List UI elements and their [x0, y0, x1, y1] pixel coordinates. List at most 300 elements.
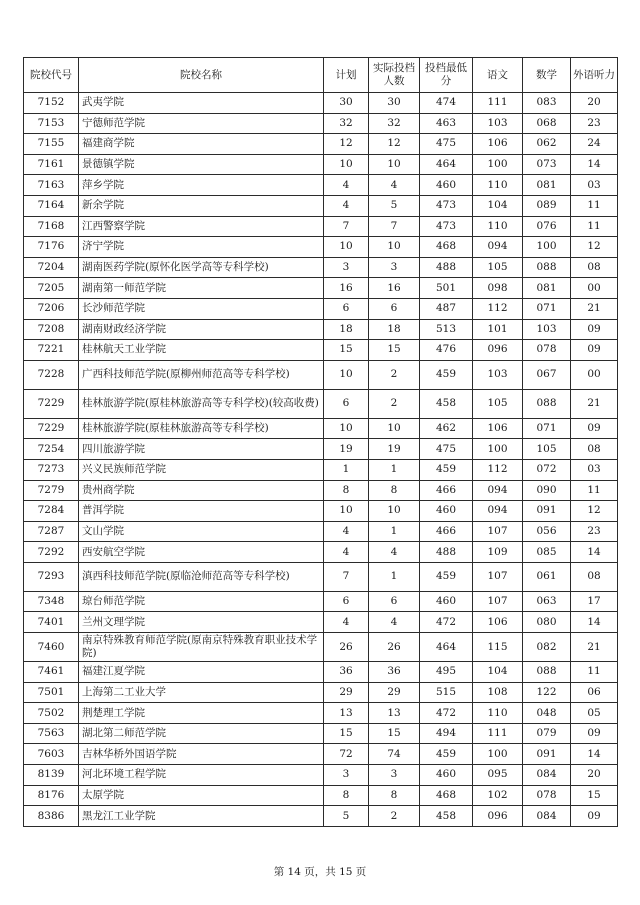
- cell-listening: 08: [571, 439, 618, 460]
- cell-chinese: 106: [473, 418, 523, 439]
- cell-chinese: 096: [473, 340, 523, 361]
- cell-chinese: 100: [473, 439, 523, 460]
- cell-code: 7287: [24, 521, 79, 542]
- cell-chinese: 096: [473, 806, 523, 827]
- cell-math: 078: [523, 340, 571, 361]
- cell-plan: 7: [324, 216, 369, 237]
- cell-actual: 74: [369, 744, 420, 765]
- cell-chinese: 101: [473, 319, 523, 340]
- cell-code: 7221: [24, 340, 79, 361]
- cell-code: 7461: [24, 662, 79, 683]
- cell-code: 7204: [24, 257, 79, 278]
- table-row: [24, 360, 618, 389]
- cell-min-score: 488: [420, 542, 473, 563]
- cell-min-score: 473: [420, 195, 473, 216]
- cell-plan: 3: [324, 765, 369, 786]
- cell-actual: 6: [369, 591, 420, 612]
- cell-chinese: 110: [473, 175, 523, 196]
- cell-code: 7152: [24, 93, 79, 114]
- cell-chinese: 095: [473, 765, 523, 786]
- cell-plan: 26: [324, 633, 369, 662]
- cell-plan: 16: [324, 278, 369, 299]
- cell-code: 7229: [24, 418, 79, 439]
- cell-code: 7284: [24, 501, 79, 522]
- header-listening: 外语听力: [571, 58, 618, 93]
- cell-chinese: 103: [473, 360, 523, 389]
- admission-table-sheet: [23, 57, 617, 827]
- cell-code: 7348: [24, 591, 79, 612]
- cell-name: 文山学院: [79, 521, 324, 542]
- cell-actual: 10: [369, 418, 420, 439]
- cell-min-score: 487: [420, 298, 473, 319]
- cell-math: 061: [523, 562, 571, 591]
- cell-name: 西安航空学院: [79, 542, 324, 563]
- cell-min-score: 459: [420, 744, 473, 765]
- cell-math: 085: [523, 542, 571, 563]
- table-row: [24, 278, 618, 299]
- table-body: [24, 93, 618, 827]
- table-row: [24, 134, 618, 155]
- cell-chinese: 110: [473, 216, 523, 237]
- cell-name: 景德镇学院: [79, 154, 324, 175]
- cell-actual: 1: [369, 562, 420, 591]
- cell-listening: 06: [571, 682, 618, 703]
- table-row: [24, 703, 618, 724]
- cell-actual: 12: [369, 134, 420, 155]
- admission-table: [23, 57, 618, 827]
- table-row: [24, 439, 618, 460]
- cell-plan: 72: [324, 744, 369, 765]
- table-row: [24, 154, 618, 175]
- cell-actual: 3: [369, 257, 420, 278]
- cell-math: 084: [523, 806, 571, 827]
- cell-math: 063: [523, 591, 571, 612]
- cell-plan: 10: [324, 360, 369, 389]
- cell-min-score: 474: [420, 93, 473, 114]
- cell-name: 荆楚理工学院: [79, 703, 324, 724]
- cell-chinese: 108: [473, 682, 523, 703]
- table-row: [24, 319, 618, 340]
- cell-listening: 12: [571, 237, 618, 258]
- cell-min-score: 473: [420, 216, 473, 237]
- table-row: [24, 521, 618, 542]
- cell-actual: 29: [369, 682, 420, 703]
- cell-chinese: 105: [473, 389, 523, 418]
- cell-name: 湖北第二师范学院: [79, 723, 324, 744]
- cell-name: 桂林航天工业学院: [79, 340, 324, 361]
- cell-name: 福建商学院: [79, 134, 324, 155]
- cell-listening: 00: [571, 360, 618, 389]
- cell-plan: 7: [324, 562, 369, 591]
- cell-actual: 6: [369, 298, 420, 319]
- cell-min-score: 462: [420, 418, 473, 439]
- cell-plan: 32: [324, 113, 369, 134]
- cell-name: 四川旅游学院: [79, 439, 324, 460]
- cell-min-score: 460: [420, 175, 473, 196]
- cell-code: 7153: [24, 113, 79, 134]
- cell-math: 088: [523, 257, 571, 278]
- cell-plan: 19: [324, 439, 369, 460]
- cell-code: 8176: [24, 785, 79, 806]
- cell-listening: 15: [571, 785, 618, 806]
- cell-plan: 1: [324, 459, 369, 480]
- cell-name: 贵州商学院: [79, 480, 324, 501]
- cell-min-score: 464: [420, 633, 473, 662]
- page-footer: 第 14 页，共 15 页: [273, 866, 367, 878]
- cell-math: 079: [523, 723, 571, 744]
- cell-math: 081: [523, 278, 571, 299]
- cell-code: 7279: [24, 480, 79, 501]
- cell-chinese: 104: [473, 195, 523, 216]
- cell-plan: 13: [324, 703, 369, 724]
- cell-chinese: 110: [473, 703, 523, 724]
- cell-actual: 15: [369, 723, 420, 744]
- cell-code: 7229: [24, 389, 79, 418]
- cell-math: 067: [523, 360, 571, 389]
- cell-code: 8139: [24, 765, 79, 786]
- cell-chinese: 098: [473, 278, 523, 299]
- cell-math: 080: [523, 612, 571, 633]
- header-name: 院校名称: [79, 58, 324, 93]
- cell-listening: 09: [571, 418, 618, 439]
- cell-min-score: 459: [420, 562, 473, 591]
- cell-chinese: 112: [473, 298, 523, 319]
- cell-listening: 03: [571, 459, 618, 480]
- cell-actual: 1: [369, 521, 420, 542]
- cell-chinese: 102: [473, 785, 523, 806]
- cell-plan: 5: [324, 806, 369, 827]
- table-row: [24, 113, 618, 134]
- cell-actual: 8: [369, 785, 420, 806]
- cell-chinese: 094: [473, 501, 523, 522]
- cell-listening: 11: [571, 216, 618, 237]
- cell-chinese: 112: [473, 459, 523, 480]
- cell-plan: 6: [324, 389, 369, 418]
- table-row: [24, 298, 618, 319]
- cell-chinese: 115: [473, 633, 523, 662]
- header-actual: 实际投档人数: [369, 58, 420, 93]
- cell-actual: 2: [369, 806, 420, 827]
- table-row: [24, 418, 618, 439]
- cell-code: 7208: [24, 319, 79, 340]
- cell-math: 090: [523, 480, 571, 501]
- table-row: [24, 501, 618, 522]
- cell-min-score: 460: [420, 765, 473, 786]
- cell-min-score: 513: [420, 319, 473, 340]
- table-row: [24, 195, 618, 216]
- cell-min-score: 468: [420, 785, 473, 806]
- table-row: [24, 806, 618, 827]
- table-row: [24, 785, 618, 806]
- cell-actual: 32: [369, 113, 420, 134]
- cell-min-score: 468: [420, 237, 473, 258]
- table-row: [24, 542, 618, 563]
- cell-math: 083: [523, 93, 571, 114]
- cell-name: 济宁学院: [79, 237, 324, 258]
- cell-plan: 30: [324, 93, 369, 114]
- table-row: [24, 459, 618, 480]
- cell-listening: 23: [571, 113, 618, 134]
- table-row: [24, 257, 618, 278]
- cell-actual: 2: [369, 360, 420, 389]
- cell-code: 7401: [24, 612, 79, 633]
- cell-code: 7155: [24, 134, 79, 155]
- cell-chinese: 104: [473, 662, 523, 683]
- cell-math: 100: [523, 237, 571, 258]
- cell-name: 新余学院: [79, 195, 324, 216]
- cell-math: 088: [523, 662, 571, 683]
- cell-name: 兴义民族师范学院: [79, 459, 324, 480]
- cell-listening: 21: [571, 298, 618, 319]
- cell-name: 湖南医药学院(原怀化医学高等专科学校): [79, 257, 324, 278]
- cell-listening: 00: [571, 278, 618, 299]
- cell-min-score: 495: [420, 662, 473, 683]
- cell-listening: 14: [571, 744, 618, 765]
- cell-actual: 15: [369, 340, 420, 361]
- cell-name: 江西警察学院: [79, 216, 324, 237]
- header-chinese: 语文: [473, 58, 523, 93]
- cell-name: 河北环境工程学院: [79, 765, 324, 786]
- cell-plan: 6: [324, 298, 369, 319]
- table-row: [24, 662, 618, 683]
- cell-listening: 21: [571, 633, 618, 662]
- cell-listening: 24: [571, 134, 618, 155]
- cell-code: 7603: [24, 744, 79, 765]
- cell-chinese: 111: [473, 93, 523, 114]
- cell-plan: 8: [324, 480, 369, 501]
- cell-listening: 23: [571, 521, 618, 542]
- cell-min-score: 459: [420, 360, 473, 389]
- cell-actual: 13: [369, 703, 420, 724]
- cell-chinese: 094: [473, 237, 523, 258]
- cell-listening: 11: [571, 480, 618, 501]
- cell-code: 7176: [24, 237, 79, 258]
- cell-plan: 4: [324, 612, 369, 633]
- cell-code: 7293: [24, 562, 79, 591]
- cell-plan: 36: [324, 662, 369, 683]
- cell-actual: 18: [369, 319, 420, 340]
- cell-code: 7228: [24, 360, 79, 389]
- cell-code: 7254: [24, 439, 79, 460]
- cell-actual: 2: [369, 389, 420, 418]
- cell-min-score: 475: [420, 134, 473, 155]
- cell-actual: 26: [369, 633, 420, 662]
- cell-listening: 09: [571, 340, 618, 361]
- cell-math: 084: [523, 765, 571, 786]
- cell-code: 7460: [24, 633, 79, 662]
- cell-min-score: 458: [420, 389, 473, 418]
- cell-code: 7161: [24, 154, 79, 175]
- cell-name: 桂林旅游学院(原桂林旅游高等专科学校)(较高收费): [79, 389, 324, 418]
- cell-listening: 11: [571, 662, 618, 683]
- table-row: [24, 612, 618, 633]
- cell-plan: 10: [324, 418, 369, 439]
- table-row: [24, 744, 618, 765]
- table-row: [24, 216, 618, 237]
- cell-math: 048: [523, 703, 571, 724]
- cell-plan: 3: [324, 257, 369, 278]
- cell-plan: 12: [324, 134, 369, 155]
- cell-actual: 3: [369, 765, 420, 786]
- cell-math: 073: [523, 154, 571, 175]
- cell-listening: 20: [571, 93, 618, 114]
- cell-actual: 4: [369, 175, 420, 196]
- cell-math: 089: [523, 195, 571, 216]
- cell-name: 武夷学院: [79, 93, 324, 114]
- cell-chinese: 105: [473, 257, 523, 278]
- table-row: [24, 93, 618, 114]
- cell-code: 7164: [24, 195, 79, 216]
- cell-listening: 14: [571, 154, 618, 175]
- cell-min-score: 472: [420, 703, 473, 724]
- cell-math: 076: [523, 216, 571, 237]
- cell-min-score: 466: [420, 521, 473, 542]
- cell-listening: 09: [571, 723, 618, 744]
- cell-code: 7205: [24, 278, 79, 299]
- cell-math: 078: [523, 785, 571, 806]
- cell-name: 南京特殊教育师范学院(原南京特殊教育职业技术学院): [79, 633, 324, 662]
- cell-actual: 7: [369, 216, 420, 237]
- cell-plan: 29: [324, 682, 369, 703]
- table-row: [24, 389, 618, 418]
- cell-min-score: 515: [420, 682, 473, 703]
- cell-math: 062: [523, 134, 571, 155]
- cell-chinese: 107: [473, 521, 523, 542]
- cell-actual: 8: [369, 480, 420, 501]
- cell-chinese: 109: [473, 542, 523, 563]
- cell-code: 7168: [24, 216, 79, 237]
- table-row: [24, 591, 618, 612]
- cell-name: 福建江夏学院: [79, 662, 324, 683]
- table-row: [24, 723, 618, 744]
- cell-listening: 12: [571, 501, 618, 522]
- cell-listening: 21: [571, 389, 618, 418]
- cell-chinese: 107: [473, 562, 523, 591]
- table-row: [24, 480, 618, 501]
- cell-name: 萍乡学院: [79, 175, 324, 196]
- cell-min-score: 501: [420, 278, 473, 299]
- cell-code: 7292: [24, 542, 79, 563]
- cell-plan: 15: [324, 340, 369, 361]
- header-min-score: 投档最低分: [420, 58, 473, 93]
- table-row: [24, 633, 618, 662]
- cell-plan: 4: [324, 542, 369, 563]
- cell-chinese: 106: [473, 612, 523, 633]
- cell-listening: 08: [571, 562, 618, 591]
- cell-actual: 30: [369, 93, 420, 114]
- cell-listening: 11: [571, 195, 618, 216]
- cell-code: 7563: [24, 723, 79, 744]
- cell-name: 太原学院: [79, 785, 324, 806]
- cell-actual: 5: [369, 195, 420, 216]
- table-row: [24, 562, 618, 591]
- cell-math: 105: [523, 439, 571, 460]
- cell-listening: 14: [571, 612, 618, 633]
- cell-plan: 4: [324, 175, 369, 196]
- cell-plan: 4: [324, 195, 369, 216]
- cell-name: 桂林旅游学院(原桂林旅游高等专科学校): [79, 418, 324, 439]
- cell-min-score: 463: [420, 113, 473, 134]
- cell-math: 091: [523, 501, 571, 522]
- cell-actual: 4: [369, 612, 420, 633]
- cell-min-score: 475: [420, 439, 473, 460]
- cell-code: 8386: [24, 806, 79, 827]
- cell-code: 7502: [24, 703, 79, 724]
- cell-chinese: 111: [473, 723, 523, 744]
- cell-chinese: 100: [473, 154, 523, 175]
- cell-actual: 10: [369, 154, 420, 175]
- cell-math: 122: [523, 682, 571, 703]
- cell-math: 081: [523, 175, 571, 196]
- cell-listening: 14: [571, 542, 618, 563]
- cell-plan: 10: [324, 237, 369, 258]
- header-code: 院校代号: [24, 58, 79, 93]
- cell-name: 宁德师范学院: [79, 113, 324, 134]
- cell-math: 103: [523, 319, 571, 340]
- cell-name: 湖南第一师范学院: [79, 278, 324, 299]
- cell-name: 黑龙江工业学院: [79, 806, 324, 827]
- cell-name: 琼台师范学院: [79, 591, 324, 612]
- cell-listening: 05: [571, 703, 618, 724]
- header-plan: 计划: [324, 58, 369, 93]
- table-row: [24, 175, 618, 196]
- cell-listening: 09: [571, 319, 618, 340]
- cell-name: 滇西科技师范学院(原临沧师范高等专科学校): [79, 562, 324, 591]
- cell-actual: 10: [369, 237, 420, 258]
- cell-chinese: 103: [473, 113, 523, 134]
- cell-name: 吉林华桥外国语学院: [79, 744, 324, 765]
- cell-min-score: 459: [420, 459, 473, 480]
- cell-math: 071: [523, 298, 571, 319]
- cell-math: 072: [523, 459, 571, 480]
- cell-name: 长沙师范学院: [79, 298, 324, 319]
- cell-math: 071: [523, 418, 571, 439]
- cell-actual: 1: [369, 459, 420, 480]
- cell-min-score: 458: [420, 806, 473, 827]
- cell-min-score: 472: [420, 612, 473, 633]
- cell-listening: 09: [571, 806, 618, 827]
- cell-min-score: 488: [420, 257, 473, 278]
- cell-code: 7206: [24, 298, 79, 319]
- cell-name: 兰州文理学院: [79, 612, 324, 633]
- cell-plan: 18: [324, 319, 369, 340]
- cell-listening: 17: [571, 591, 618, 612]
- table-row: [24, 682, 618, 703]
- cell-chinese: 106: [473, 134, 523, 155]
- cell-actual: 19: [369, 439, 420, 460]
- cell-name: 上海第二工业大学: [79, 682, 324, 703]
- cell-actual: 16: [369, 278, 420, 299]
- cell-math: 068: [523, 113, 571, 134]
- cell-min-score: 464: [420, 154, 473, 175]
- cell-name: 广西科技师范学院(原柳州师范高等专科学校): [79, 360, 324, 389]
- table-row: [24, 765, 618, 786]
- cell-actual: 36: [369, 662, 420, 683]
- cell-chinese: 107: [473, 591, 523, 612]
- cell-min-score: 460: [420, 591, 473, 612]
- cell-name: 普洱学院: [79, 501, 324, 522]
- cell-math: 088: [523, 389, 571, 418]
- cell-math: 091: [523, 744, 571, 765]
- cell-name: 湖南财政经济学院: [79, 319, 324, 340]
- cell-code: 7273: [24, 459, 79, 480]
- table-row: [24, 237, 618, 258]
- cell-listening: 03: [571, 175, 618, 196]
- cell-plan: 10: [324, 154, 369, 175]
- cell-math: 082: [523, 633, 571, 662]
- cell-min-score: 460: [420, 501, 473, 522]
- cell-listening: 08: [571, 257, 618, 278]
